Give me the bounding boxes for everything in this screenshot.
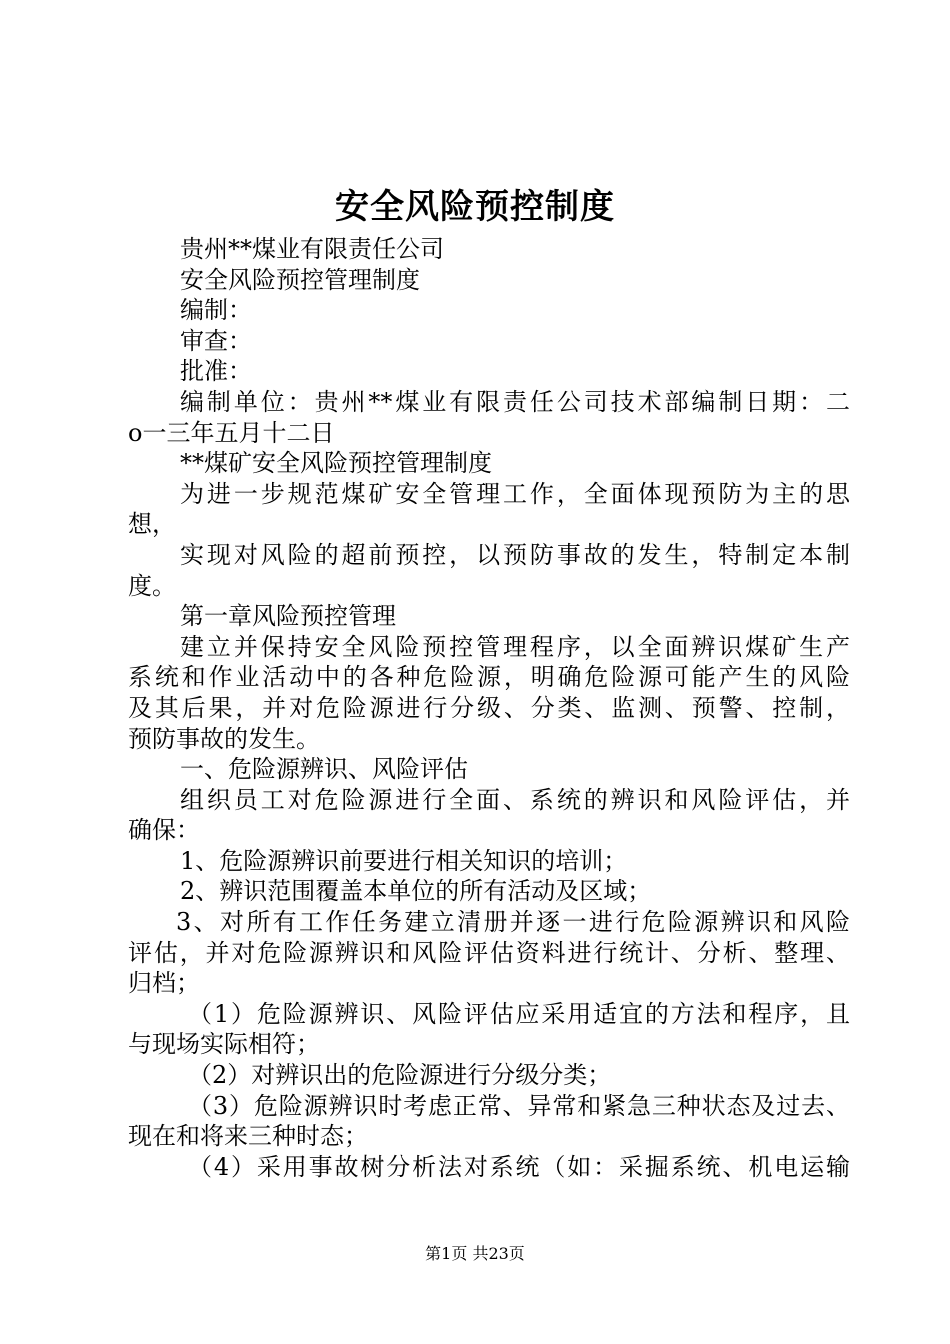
body-line: 及其后果，并对危险源进行分级、分类、监测、预警、控制，	[128, 693, 850, 722]
body-line: 3、对所有工作任务建立清册并逐一进行危险源辨识和风险	[176, 908, 850, 937]
body-line: 为进一步规范煤矿安全管理工作，全面体现预防为主的思	[180, 479, 850, 508]
body-line: （4）采用事故树分析法对系统（如：采掘系统、机电运输	[188, 1152, 850, 1181]
body-line: 建立并保持安全风险预控管理程序，以全面辨识煤矿生产	[180, 632, 850, 661]
body-line: 安全风险预控管理制度	[180, 265, 420, 294]
body-line: 系统和作业活动中的各种危险源，明确危险源可能产生的风险	[128, 663, 850, 692]
body-line: （3）危险源辨识时考虑正常、异常和紧急三种状态及过去、	[188, 1091, 850, 1120]
body-line: 编制：	[180, 296, 252, 325]
body-line: 现在和将来三种时态；	[128, 1122, 368, 1151]
body-line: 评估，并对危险源辨识和风险评估资料进行统计、分析、整理、	[128, 938, 850, 967]
body-line: 组织员工对危险源进行全面、系统的辨识和风险评估，并	[180, 785, 850, 814]
body-line: 实现对风险的超前预控，以预防事故的发生，特制定本制	[180, 540, 850, 569]
body-line: 第一章风险预控管理	[180, 602, 396, 631]
body-line: **煤矿安全风险预控管理制度	[180, 449, 492, 478]
body-line: 度。	[128, 571, 176, 600]
body-line: 一、危险源辨识、风险评估	[180, 755, 468, 784]
document-title: 安全风险预控制度	[335, 187, 615, 227]
body-line: 想，	[128, 510, 176, 539]
body-line: 1、危险源辨识前要进行相关知识的培训；	[180, 846, 628, 875]
body-line: 审查：	[180, 326, 252, 355]
body-line: o一三年五月十二日	[128, 418, 335, 447]
body-line: 预防事故的发生。	[128, 724, 320, 753]
body-line: （1）危险源辨识、风险评估应采用适宜的方法和程序，且	[188, 999, 850, 1028]
body-line: 贵州**煤业有限责任公司	[180, 235, 444, 263]
body-line: 归档；	[128, 969, 200, 998]
document-body	[128, 234, 850, 1182]
body-line: 批准：	[180, 357, 252, 386]
body-line: 编制单位：贵州**煤业有限责任公司技术部编制日期：二	[180, 387, 850, 416]
body-line: 确保：	[128, 816, 200, 845]
body-line: 2、辨识范围覆盖本单位的所有活动及区域；	[180, 877, 652, 906]
body-line: （2）对辨识出的危险源进行分级分类；	[188, 1061, 612, 1090]
page-footer: 第1页 共23页	[425, 1244, 525, 1263]
body-line: 与现场实际相符；	[128, 1030, 320, 1059]
